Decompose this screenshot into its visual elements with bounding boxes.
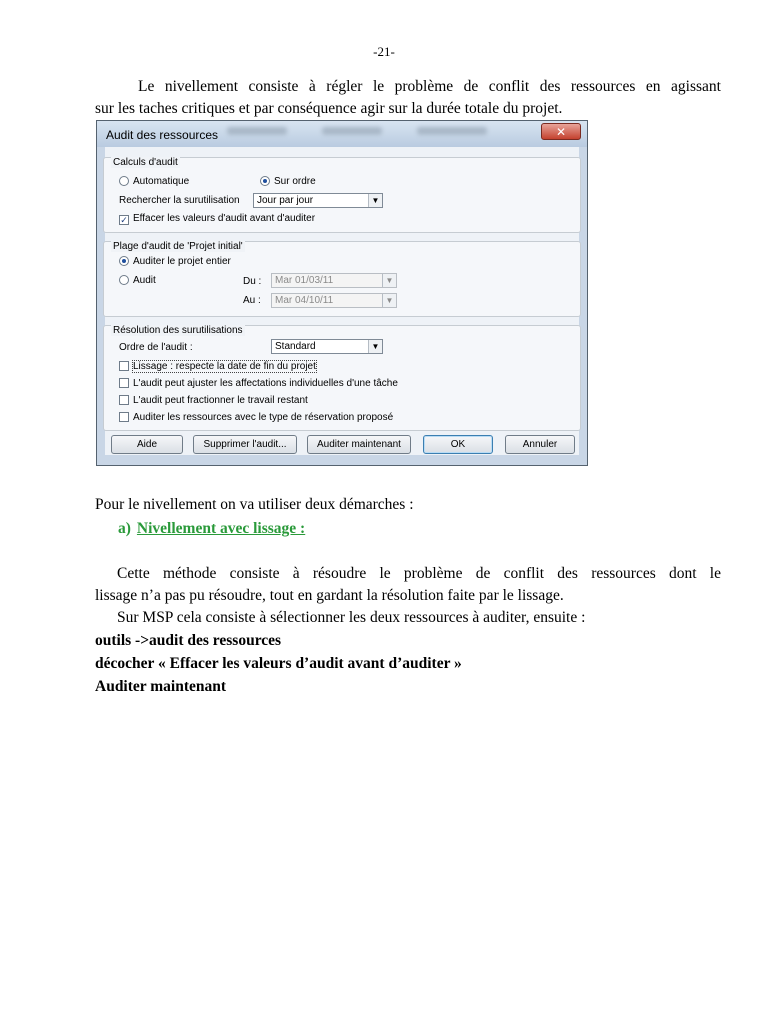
dialog-titlebar: [97, 121, 587, 147]
lissage-checkbox[interactable]: Lissage : respecte la date de fin du projet: [119, 361, 316, 372]
chevron-down-icon: ▼: [382, 294, 396, 307]
du-label: Du :: [243, 276, 262, 287]
radio-automatique[interactable]: Automatique: [119, 176, 189, 187]
method-paragraph-line1: Cette méthode consiste à résoudre le problème de conflit des ressources dont le: [117, 565, 721, 582]
radio-audit-plage[interactable]: Audit: [119, 275, 156, 286]
demarches-line: Pour le nivellement on va utiliser deux démarches :: [95, 496, 414, 513]
page-number: -21-: [373, 44, 395, 59]
checkbox-icon: [119, 361, 129, 371]
section-a-heading: [118, 518, 305, 540]
step-2: décocher « Effacer les valeurs d’audit avant d’auditer »: [95, 655, 462, 672]
au-date-field[interactable]: Mar 04/10/11 ▼: [271, 293, 397, 308]
checkbox-icon: [119, 412, 129, 422]
ajuster-affectations-checkbox[interactable]: L'audit peut ajuster les affectations individuelles d'une tâche: [119, 378, 398, 389]
ordre-select[interactable]: Standard ▼: [271, 339, 383, 354]
close-icon: ✕: [555, 125, 567, 139]
blurred-background: [322, 127, 382, 135]
section-a-title: Nivellement avec lissage :: [136, 520, 306, 537]
step-3: Auditer maintenant: [95, 678, 227, 695]
radio-sur-ordre[interactable]: Sur ordre: [260, 176, 316, 187]
annuler-button[interactable]: Annuler: [505, 435, 575, 454]
radio-auditer-entier[interactable]: Auditer le projet entier: [119, 256, 231, 267]
blurred-background: [417, 127, 487, 135]
step-1: outils ->audit des ressources: [95, 632, 282, 649]
plage-group-label: Plage d'audit de 'Projet initial': [113, 241, 243, 252]
chevron-down-icon: ▼: [368, 194, 382, 207]
auditer-maintenant-button[interactable]: Auditer maintenant: [307, 435, 411, 454]
reservation-checkbox[interactable]: Auditer les ressources avec le type de réservation proposé: [119, 412, 393, 423]
resolution-group-label: Résolution des surutilisations: [113, 325, 243, 336]
close-button[interactable]: [541, 123, 581, 140]
section-a-marker: a): [118, 520, 131, 537]
chevron-down-icon: ▼: [382, 274, 396, 287]
rechercher-label: Rechercher la surutilisation: [119, 195, 240, 206]
dialog-title: Audit des ressources: [106, 128, 219, 142]
rechercher-select[interactable]: Jour par jour ▼: [253, 193, 383, 208]
supprimer-audit-button[interactable]: Supprimer l'audit...: [193, 435, 297, 454]
radio-selected-icon: [119, 256, 129, 266]
effacer-checkbox[interactable]: ✓ Effacer les valeurs d'audit avant d'auditer: [120, 213, 316, 225]
method-paragraph-line2: lissage n’a pas pu résoudre, tout en gardant la résolution faite par le lissage.: [95, 587, 564, 604]
calculs-group-label: Calculs d'audit: [113, 157, 178, 168]
fractionner-checkbox[interactable]: L'audit peut fractionner le travail restant: [119, 395, 308, 406]
checkbox-icon: [119, 395, 129, 405]
checkmark-icon: ✓: [120, 215, 128, 225]
au-label: Au :: [243, 295, 261, 306]
ordre-label: Ordre de l'audit :: [119, 342, 193, 353]
msp-line: Sur MSP cela consiste à sélectionner les deux ressources à auditer, ensuite :: [117, 609, 586, 626]
intro-paragraph-line1: Le nivellement consiste à régler le problème de conflit des ressources en agissant: [138, 78, 721, 95]
radio-circle-icon: [119, 176, 129, 186]
audit-dialog: [96, 120, 588, 466]
chevron-down-icon: ▼: [368, 340, 382, 353]
ok-button[interactable]: OK: [423, 435, 493, 454]
du-date-field[interactable]: Mar 01/03/11 ▼: [271, 273, 397, 288]
checkbox-icon: [119, 378, 129, 388]
intro-paragraph-line2: sur les taches critiques et par conséquence agir sur la durée totale du projet.: [95, 100, 563, 117]
aide-button[interactable]: Aide: [111, 435, 183, 454]
radio-circle-icon: [119, 275, 129, 285]
radio-selected-icon: [260, 176, 270, 186]
blurred-background: [227, 127, 287, 135]
